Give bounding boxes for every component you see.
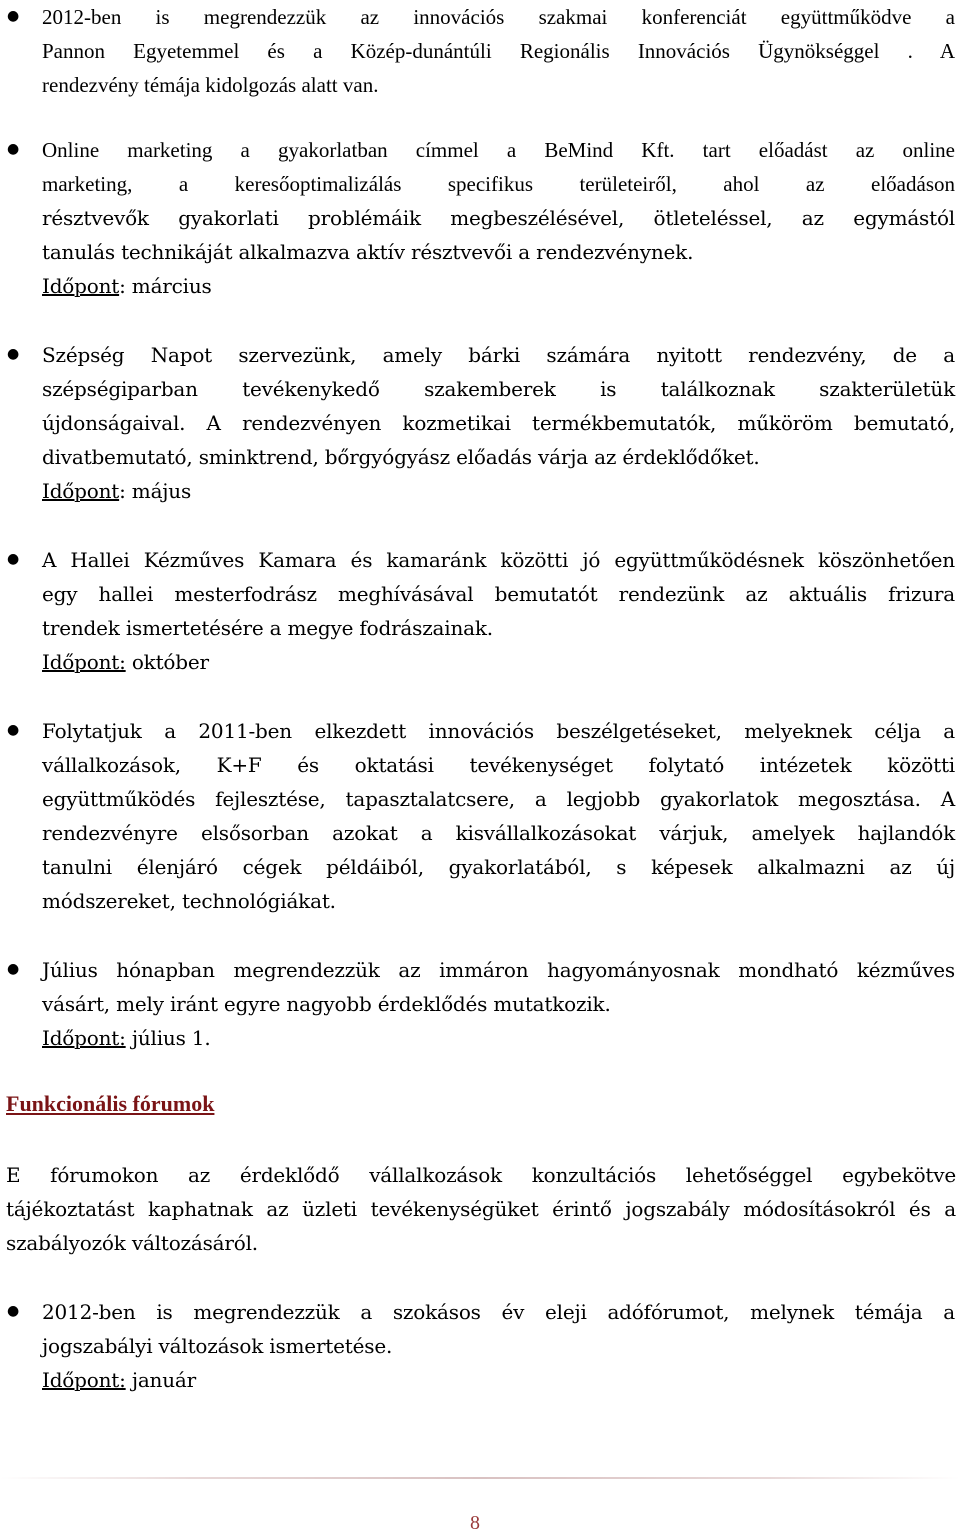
text-line: rendezvény témája kidolgozás alatt van. [42,73,379,97]
date-value: : május [119,479,192,503]
text-line: divatbemutató, sminktrend, bőrgyógyász előadás várja az érdeklődőket. [42,445,760,469]
date-value: július 1. [125,1026,211,1050]
date-label: Időpont: [42,1026,126,1050]
section-heading: Funkcionális fórumok [6,1091,215,1116]
text-line: egy hallei mesterfodrász meghívásával bemutatót rendezünk az aktuális frizura [42,582,955,606]
list-item-text [42,714,955,918]
date-value: : március [119,274,212,298]
text-line: jogszabályi változások ismertetése. [42,1334,393,1358]
list-item-text [42,543,955,679]
date-line [42,269,955,303]
text-line: E fórumokon az érdeklődő vállalkozások konzultációs lehetőséggel egybekötve [6,1163,956,1187]
bullet-icon: ● [7,1303,20,1319]
text-line: marketing, a keresőoptimalizálás specifikus területeiről, ahol az előadáson [42,172,955,196]
date-label: Időpont [42,479,120,503]
date-label: Időpont: [42,650,126,674]
text-line: együttműködés fejlesztése, tapasztalatcsere, a legjobb gyakorlatok megosztása. A [42,787,955,811]
list-item-text [42,133,955,303]
bullet-icon: ● [7,346,20,362]
bullet-icon: ● [7,8,20,24]
text-line: szabályozók változásáról. [6,1231,258,1255]
text-line: újdonságaival. A rendezvényen kozmetikai termékbemutatók, műköröm bemutató, [42,411,955,435]
date-line [42,474,955,508]
date-label: Időpont [42,274,120,298]
list-item-text [42,1295,955,1397]
text-line: szépségiparban tevékenykedő szakemberek is találkoznak szakterületük [42,377,955,401]
text-line: tanulás technikáját alkalmazva aktív résztvevői a rendezvénynek. [42,240,694,264]
text-line: A Hallei Kézműves Kamara és kamaránk közötti jó együttműködésnek köszönhetően [42,548,955,572]
text-line: módszereket, technológiákat. [42,889,336,913]
bullet-icon: ● [7,961,20,977]
list-item-text [42,0,955,102]
text-line: trendek ismertetésére a megye fodrászainak. [42,616,493,640]
text-line: rendezvényre elsősorban azokat a kisvállalkozásokat várjuk, amelyek hajlandók [42,821,955,845]
footer-divider [0,1477,960,1479]
text-line: Szépség Napot szervezünk, amely bárki számára nyitott rendezvény, de a [42,343,955,367]
date-value: október [125,650,209,674]
date-line [42,1363,955,1397]
date-label: Időpont: [42,1368,126,1392]
date-line [42,1021,955,1055]
text-line: tájékoztatást kaphatnak az üzleti tevékenységüket érintő jogszabály módosításokról és a [6,1197,956,1221]
text-line: 2012-ben is megrendezzük az innovációs szakmai konferenciát együttműködve a [42,5,955,29]
bullet-icon: ● [7,722,20,738]
text-line: vállalkozások, K+F és oktatási tevékenységet folytató intézetek közötti [42,753,955,777]
page-number: 8 [470,1512,480,1534]
date-value: január [125,1368,196,1392]
text-line: tanulni élenjáró cégek példáiból, gyakorlatából, s képesek alkalmazni az új [42,855,955,879]
list-item-text [42,953,955,1055]
text-line: vásárt, mely iránt egyre nagyobb érdeklődés mutatkozik. [42,992,611,1016]
date-line [42,645,955,679]
text-line: Online marketing a gyakorlatban címmel a BeMind Kft. tart előadást az online [42,138,955,162]
text-line: Pannon Egyetemmel és a Közép-dunántúli Regionális Innovációs Ügynökséggel . A [42,39,955,63]
text-line: résztvevők gyakorlati problémáik megbeszélésével, ötleteléssel, az egymástól [42,206,955,230]
bullet-icon: ● [7,551,20,567]
text-line: Július hónapban megrendezzük az immáron hagyományosnak mondható kézműves [42,958,955,982]
text-line: Folytatjuk a 2011-ben elkezdett innovációs beszélgetéseket, melyeknek célja a [42,719,955,743]
bullet-icon: ● [7,141,20,157]
text-line: 2012-ben is megrendezzük a szokásos év eleji adófórumot, melynek témája a [42,1300,955,1324]
list-item-text [42,338,955,508]
section-paragraph [6,1158,956,1260]
